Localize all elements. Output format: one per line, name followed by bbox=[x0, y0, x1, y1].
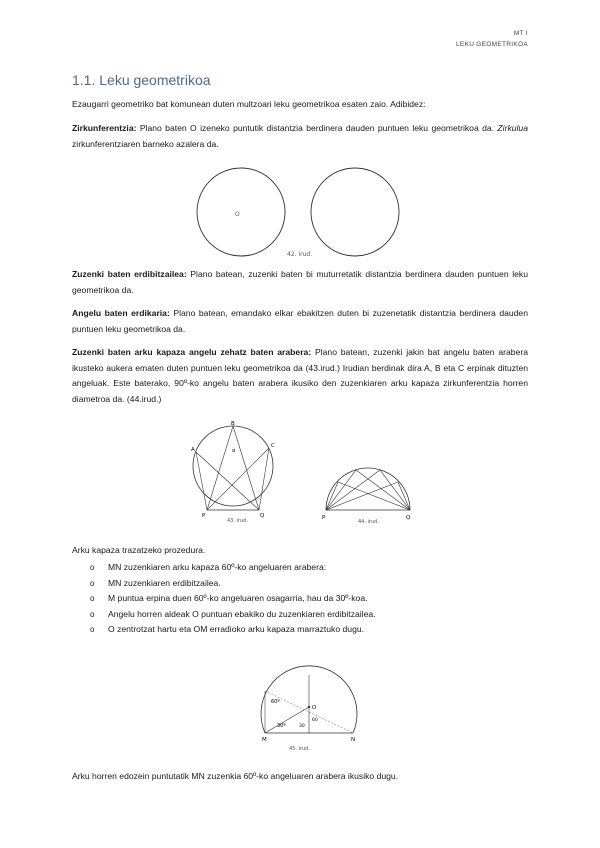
header-course: MT I bbox=[513, 30, 528, 37]
fig43-label-b: B bbox=[231, 421, 235, 427]
fig44-label-p: P bbox=[322, 515, 326, 521]
arku-kapaza-text: Plano batean, zuzenki jakin bat angelu baten arabera ikusteko aukera ematen duten puntuen leku geometrikoa da (43.irud.) Irudian berdinak dira A, B eta C erpinak dituzten angeluak. Este baterako, 90º-ko angelu baten arabera ikusiko den zuzenkiaren arku kapaza zirkunferentzia horren diametroa da. (44.irud.) bbox=[72, 347, 528, 404]
erdibitzailea-paragraph bbox=[72, 267, 528, 298]
procedure-step: o MN zuzenkiaren arku kapaza 60º-ko angeluaren arabera: bbox=[90, 560, 376, 576]
fig45-angle-30: 30º bbox=[277, 723, 286, 729]
fig45-angle-30b: 30 bbox=[299, 724, 305, 729]
header-topic: LEKU GEOMETRIKOA bbox=[456, 41, 528, 48]
fig43-caption: 43. irud. bbox=[227, 518, 248, 524]
section-title: 1.1. Leku geometrikoa bbox=[72, 72, 211, 88]
fig43-label-a: A bbox=[191, 447, 195, 453]
figure-43 bbox=[185, 418, 285, 526]
circumference-drawing bbox=[197, 168, 285, 256]
fig42-center-label: O bbox=[235, 211, 240, 218]
arku-kapaza-paragraph bbox=[72, 345, 528, 407]
figure-42 bbox=[195, 160, 405, 260]
fig44-label-q: Q bbox=[406, 515, 411, 521]
zirkunferentzia-term: Zirkunferentzia: bbox=[72, 123, 137, 133]
fig43-label-p: P bbox=[202, 513, 206, 519]
fig44-caption: 44. irud. bbox=[358, 519, 379, 525]
fig45-angle-60b: 60 bbox=[312, 718, 318, 723]
procedure-step: o O zentrotzat hartu eta OM erradioko arku kapaza marraztuko dugu. bbox=[90, 622, 376, 638]
erdikaria-text: Plano batean, emandako elkar ebakitzen duten bi zuzenetatik distantzia berdinera dauden puntuen leku geometrikoa da. bbox=[72, 308, 528, 334]
page-header bbox=[456, 28, 528, 50]
zirkulua-term: Zirkulua bbox=[497, 123, 528, 133]
procedure-title: Arku kapaza trazatzeko prozedura. bbox=[72, 545, 206, 555]
arku-kapaza-term: Zuzenki baten arku kapaza angelu zehatz baten arabera: bbox=[72, 347, 312, 357]
erdibitzailea-term: Zuzenki baten erdibitzailea: bbox=[72, 269, 187, 279]
procedure-step: o Angelu horren aldeak O puntuan ebakiko du zuzenkiaren erdibitzailea. bbox=[90, 607, 376, 623]
circle-drawing bbox=[311, 168, 399, 256]
erdikaria-paragraph bbox=[72, 306, 528, 337]
procedure-steps bbox=[90, 560, 376, 638]
fig43-label-q: Q bbox=[260, 513, 265, 519]
figure-44 bbox=[318, 440, 418, 530]
fig45-label-n: N bbox=[351, 737, 356, 743]
fig45-label-m: M bbox=[262, 737, 267, 743]
fig43-alpha: α bbox=[232, 448, 236, 454]
zirkunferentzia-text-b: zirkunferentziaren barneko azalera da. bbox=[72, 138, 219, 149]
erdibitzailea-text: Plano batean, zuzenki baten bi muturretatik distantzia berdinera dauden puntuen leku geometrikoa da. bbox=[72, 269, 528, 295]
right-angle-lines bbox=[326, 470, 410, 510]
fig45-label-o: O bbox=[312, 705, 317, 711]
zirkunferentzia-paragraph bbox=[72, 121, 528, 152]
procedure-step: o M puntua erpina duen 60º-ko angeluaren osagarria, hau da 30º-koa. bbox=[90, 591, 376, 607]
fig45-caption: 45. irud. bbox=[289, 746, 310, 752]
fig43-label-c: C bbox=[271, 443, 275, 449]
fig45-angle-60: 60º bbox=[271, 699, 280, 705]
procedure-step: o MN zuzenkiaren erdibitzailea. bbox=[90, 576, 376, 592]
conclusion-paragraph: Arku horren edozein puntutatik MN zuzenkia 60º-ko angeluaren arabera ikusiko dugu. bbox=[72, 771, 399, 781]
erdikaria-term: Angelu baten erdikaria: bbox=[72, 308, 170, 318]
fig42-caption: 42. irud. bbox=[287, 251, 313, 258]
intro-paragraph: Ezaugarri geometriko bat komunean duten multzoari leku geometrikoa esaten zaio. Adibidez: bbox=[72, 99, 426, 109]
zirkunferentzia-text-a: Plano baten O izeneko puntutik distantzia berdinera dauden puntuen leku geometrikoa da. bbox=[136, 123, 498, 133]
figure-45 bbox=[255, 657, 360, 755]
